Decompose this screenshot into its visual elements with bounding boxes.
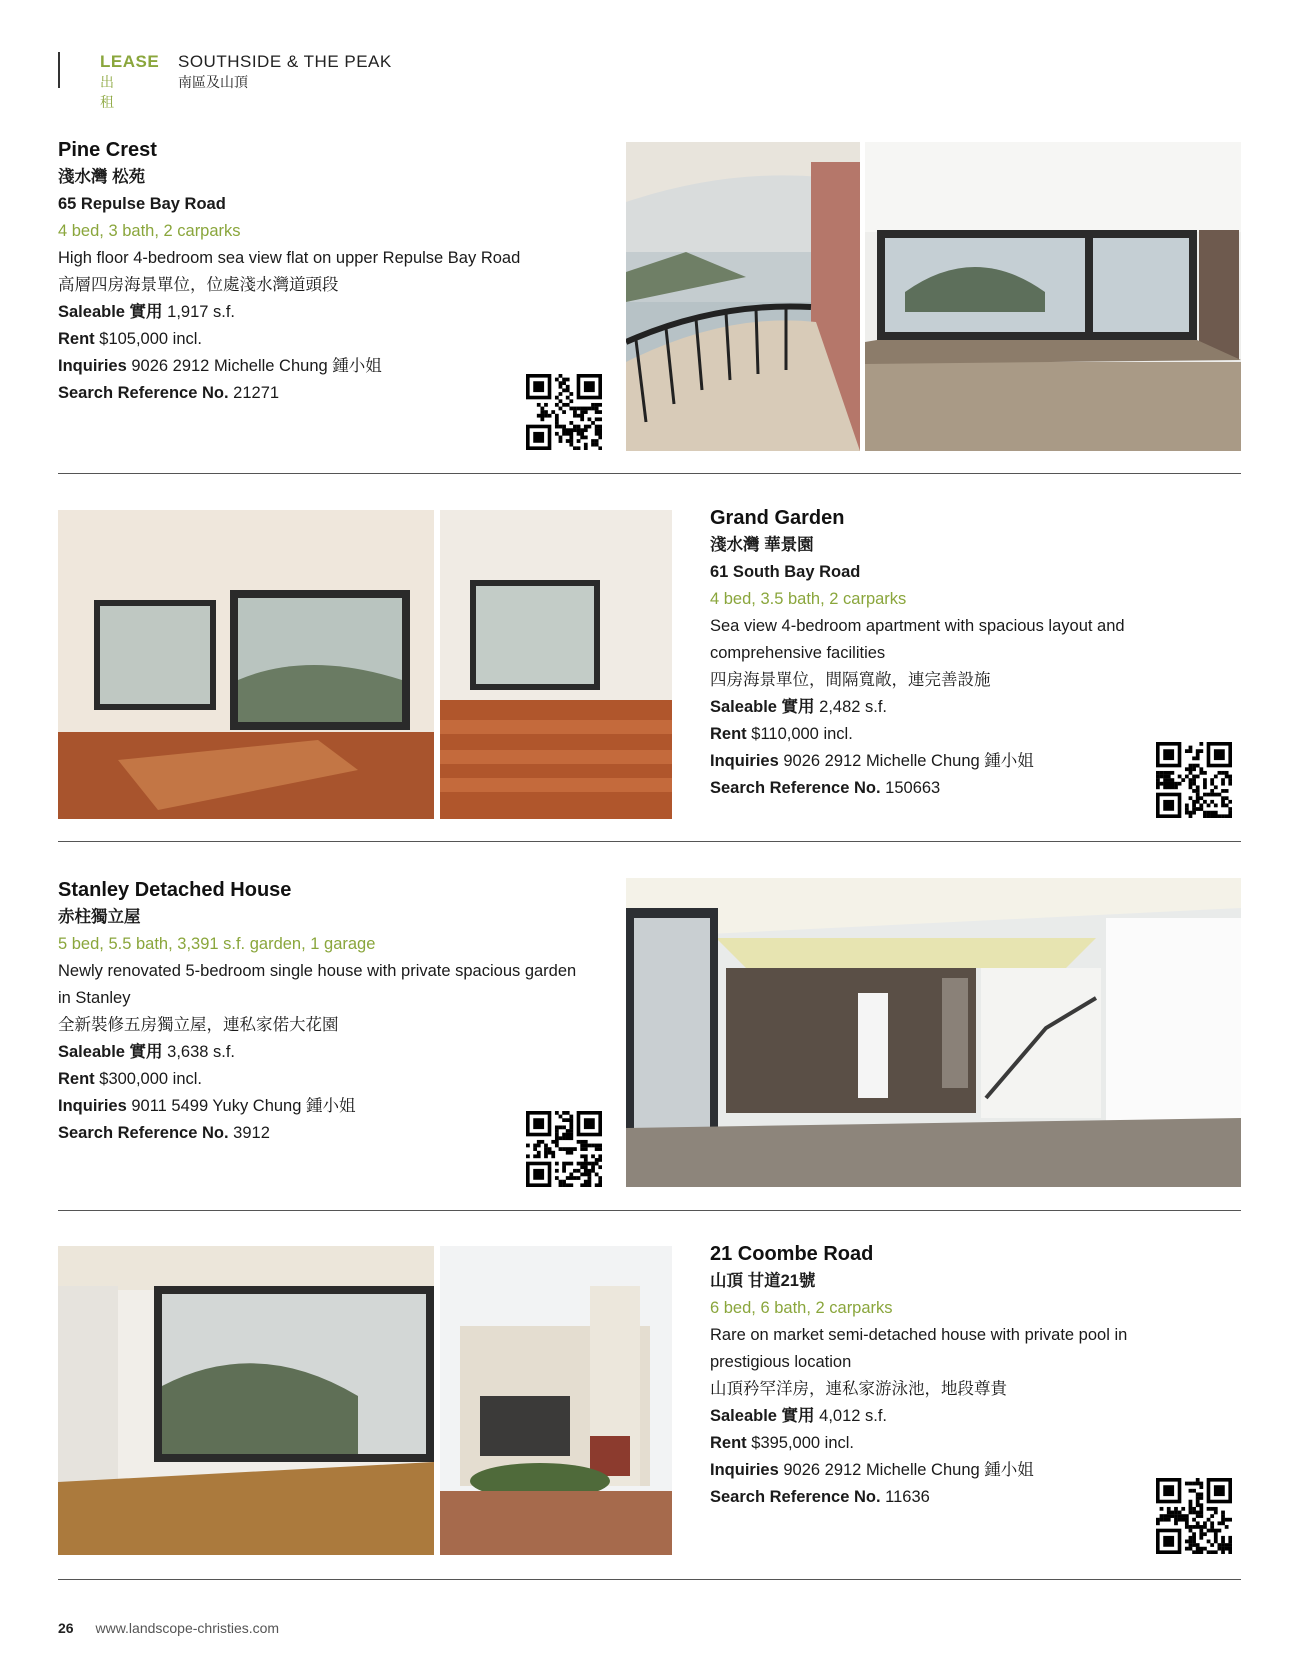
saleable-value: 1,917 s.f.	[167, 303, 236, 321]
listing-specs: 4 bed, 3 bath, 2 carparks	[58, 222, 241, 240]
qr-code[interactable]	[1156, 1478, 1232, 1554]
qr-code[interactable]	[526, 374, 602, 450]
inquiries-label: Inquiries	[58, 357, 127, 375]
rent-value: $110,000 incl.	[751, 725, 853, 743]
listing-description: Rare on market semi-detached house with private pool in prestigious location	[710, 1326, 1128, 1371]
rent-value: $300,000 incl.	[99, 1070, 203, 1088]
inquiries-value: 9026 2912 Michelle Chung 鍾小姐	[131, 357, 382, 375]
divider	[58, 1210, 1241, 1211]
photo-house-interior	[626, 878, 1241, 1187]
rent-label: Rent	[58, 1070, 95, 1088]
listing-name-zh: 赤柱獨立屋	[58, 908, 141, 926]
listing-pine-crest	[58, 136, 578, 407]
inquiries-value: 9011 5499 Yuky Chung 鍾小姐	[131, 1097, 356, 1115]
listing-name: 21 Coombe Road	[710, 1243, 874, 1265]
saleable-label: Saleable 實用	[710, 698, 815, 716]
inquiries-label: Inquiries	[58, 1097, 127, 1115]
reference-value: 21271	[233, 384, 280, 402]
lease-label-zh: 出租	[100, 74, 114, 110]
reference-label: Search Reference No.	[58, 1124, 229, 1142]
reference-label: Search Reference No.	[58, 384, 229, 402]
qr-code[interactable]	[526, 1111, 602, 1187]
listing-description: Sea view 4-bedroom apartment with spacious layout and comprehensive facilities	[710, 617, 1125, 662]
reference-value: 11636	[885, 1488, 930, 1506]
listing-description-zh: 四房海景單位，間隔寬敞，連完善設施	[710, 671, 991, 689]
listing-specs: 4 bed, 3.5 bath, 2 carparks	[710, 590, 907, 608]
listing-description-zh: 全新裝修五房獨立屋，連私家偌大花園	[58, 1016, 339, 1034]
listing-21-coombe-road	[710, 1240, 1170, 1511]
inquiries-value: 9026 2912 Michelle Chung 鍾小姐	[783, 752, 1034, 770]
listing-grand-garden	[710, 504, 1170, 802]
rent-value: $395,000 incl.	[751, 1434, 855, 1452]
inquiries-label: Inquiries	[710, 752, 779, 770]
listing-description-zh: 山頂矜罕洋房，連私家游泳池，地段尊貴	[710, 1380, 1007, 1398]
photo-living-room-sunlit	[58, 510, 434, 819]
divider	[58, 1579, 1241, 1580]
listing-name-zh: 山頂 甘道21號	[710, 1272, 816, 1290]
divider	[58, 841, 1241, 842]
website-link[interactable]: www.landscope-christies.com	[95, 1620, 280, 1636]
listing-address: 65 Repulse Bay Road	[58, 195, 226, 213]
header-divider-bar	[58, 52, 60, 88]
listing-description-zh: 高層四房海景單位，位處淺水灣道頭段	[58, 276, 339, 294]
reference-label: Search Reference No.	[710, 1488, 881, 1506]
page-number: 26	[58, 1620, 74, 1636]
listing-description: Newly renovated 5-bedroom single house with private spacious garden in Stanley	[58, 962, 577, 1007]
photo-living-room-view	[58, 1246, 434, 1555]
saleable-label: Saleable 實用	[710, 1407, 815, 1425]
rent-label: Rent	[710, 1434, 747, 1452]
inquiries-label: Inquiries	[710, 1461, 779, 1479]
listing-specs: 6 bed, 6 bath, 2 carparks	[710, 1299, 893, 1317]
rent-value: $105,000 incl.	[99, 330, 203, 348]
rent-label: Rent	[58, 330, 95, 348]
listing-address: 61 South Bay Road	[710, 563, 861, 581]
listing-stanley-detached-house	[58, 876, 578, 1147]
listing-name: Stanley Detached House	[58, 879, 292, 901]
saleable-value: 4,012 s.f.	[819, 1407, 888, 1425]
divider	[58, 473, 1241, 474]
photo-living-room	[865, 142, 1241, 451]
saleable-value: 3,638 s.f.	[167, 1043, 236, 1061]
saleable-label: Saleable 實用	[58, 303, 163, 321]
region-label-zh: 南區及山頂	[178, 74, 248, 90]
saleable-label: Saleable 實用	[58, 1043, 163, 1061]
rent-label: Rent	[710, 725, 747, 743]
lease-label: LEASE	[100, 52, 160, 71]
page-footer	[58, 1620, 279, 1636]
reference-value: 3912	[233, 1124, 270, 1142]
listing-description: High floor 4-bedroom sea view flat on upper Repulse Bay Road	[58, 249, 521, 267]
listing-name-zh: 淺水灣 松苑	[58, 168, 146, 186]
region-label: SOUTHSIDE & THE PEAK	[178, 52, 392, 71]
photo-balcony	[626, 142, 860, 451]
inquiries-value: 9026 2912 Michelle Chung 鍾小姐	[783, 1461, 1034, 1479]
saleable-value: 2,482 s.f.	[819, 698, 888, 716]
listing-name: Pine Crest	[58, 139, 157, 161]
reference-label: Search Reference No.	[710, 779, 881, 797]
photo-house-exterior	[440, 1246, 672, 1555]
photo-room-steps	[440, 510, 672, 819]
qr-code[interactable]	[1156, 742, 1232, 818]
listing-specs: 5 bed, 5.5 bath, 3,391 s.f. garden, 1 garage	[58, 935, 376, 953]
listing-name: Grand Garden	[710, 507, 845, 529]
listing-name-zh: 淺水灣 華景園	[710, 536, 814, 554]
reference-value: 150663	[885, 779, 941, 797]
